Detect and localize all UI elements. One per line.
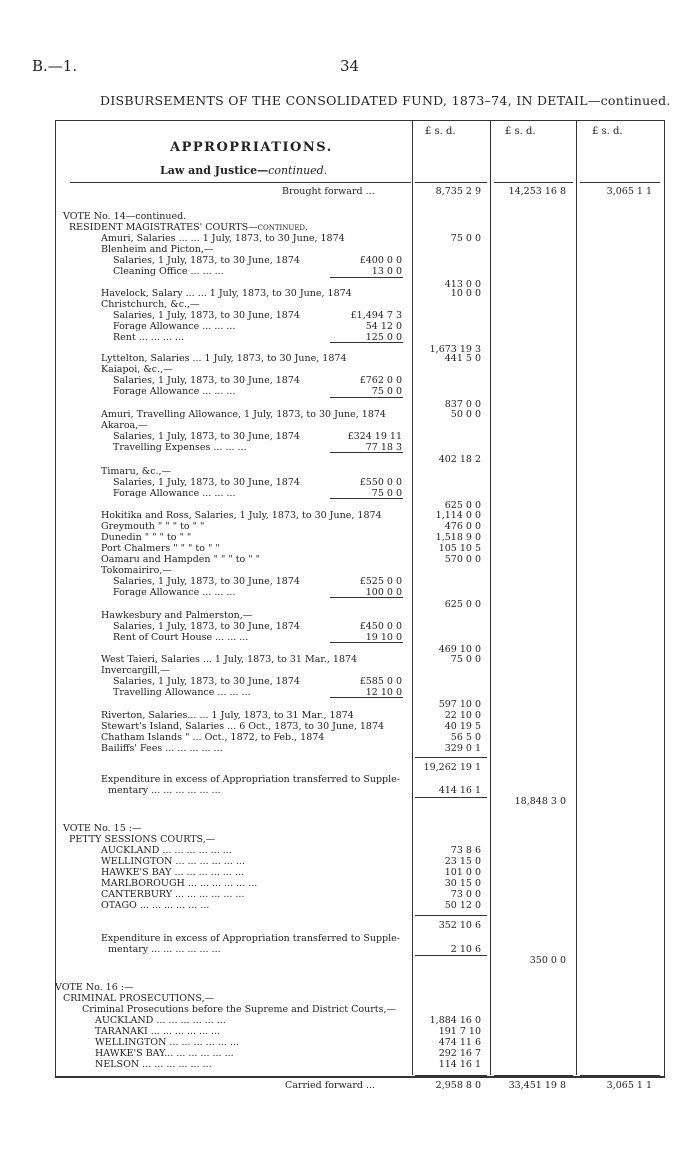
total-amount: 3,065 1 1 [606, 1080, 652, 1091]
ledger-item-label: Lyttelton, Salaries ... 1 July, 1873, to 30 June, 1874 [101, 353, 347, 364]
item-amount: 625 0 0 [444, 500, 481, 511]
sum-rule [580, 182, 660, 183]
ledger-item-label: Forage Allowance ... ... ... [113, 321, 236, 332]
ledger-item-label: Salaries, 1 July, 1873, to 30 June, 1874 [113, 576, 300, 587]
sum-rule [330, 498, 403, 499]
ledger-item-label: Expenditure in excess of Appropriation transferred to Supple- [101, 933, 400, 944]
ledger-item-label: Bailiffs' Fees ... ... ... ... ... [101, 743, 223, 754]
ledger-item-label: Christchurch, &c.,— [101, 299, 200, 310]
page-title: DISBURSEMENTS OF THE CONSOLIDATED FUND, 1873–74, IN DETAIL—continued. [100, 93, 671, 108]
ledger-item-label: PETTY SESSIONS COURTS,— [69, 834, 216, 845]
ledger-item-label: VOTE No. 16 :— [55, 982, 134, 993]
ledger-item-label: Riverton, Salaries... ... 1 July, 1873, to 31 Mar., 1874 [101, 710, 354, 721]
ledger-item-label: Dunedin " " " to " " [101, 532, 192, 543]
ledger-item-label: Salaries, 1 July, 1873, to 30 June, 1874 [113, 431, 300, 442]
ledger-item-label: Port Chalmers " " " to " " [101, 543, 220, 554]
column-header: £ s. d. [425, 126, 456, 137]
item-amount: 75 0 0 [450, 233, 481, 244]
item-amount: 625 0 0 [444, 599, 481, 610]
item-amount: 8,735 2 9 [435, 186, 481, 197]
item-amount: 191 7 10 [438, 1026, 481, 1037]
ledger-item-label: Travelling Expenses ... ... ... [113, 442, 247, 453]
ledger-item-label: Tokomairiro,— [101, 565, 172, 576]
column-header: £ s. d. [505, 126, 536, 137]
ledger-item-label: Akaroa,— [101, 420, 148, 431]
item-amount: 40 19 5 [444, 721, 481, 732]
sum-rule [415, 915, 487, 916]
ledger-item-label: Stewart's Island, Salaries ... 6 Oct., 1873, to 30 June, 1874 [101, 721, 385, 732]
ledger-item-label: Forage Allowance ... ... ... [113, 386, 236, 397]
sum-rule [415, 182, 487, 183]
item-amount: 597 10 0 [438, 699, 481, 710]
item-amount: 101 0 0 [444, 867, 481, 878]
item-amount: 2 10 6 [450, 944, 481, 955]
column-divider [412, 120, 413, 1075]
ledger-item-label: Salaries, 1 July, 1873, to 30 June, 1874 [113, 310, 300, 321]
ledger-item-label: HAWKE'S BAY ... ... ... ... ... ... [101, 867, 244, 878]
ledger-item-label: Salaries, 1 July, 1873, to 30 June, 1874 [113, 255, 300, 266]
item-amount: 1,884 16 0 [429, 1015, 481, 1026]
item-amount: 329 0 1 [444, 743, 481, 754]
sub-amount: 13 0 0 [371, 266, 402, 277]
sub-amount: £762 0 0 [359, 375, 402, 386]
ledger-item-label: Kaiapoi, &c.,— [101, 364, 173, 375]
ledger-item-label: Salaries, 1 July, 1873, to 30 June, 1874 [113, 477, 300, 488]
ledger-item-label: MARLBOROUGH ... ... ... ... ... ... [101, 878, 258, 889]
sub-amount: 100 0 0 [365, 587, 402, 598]
ledger-item-label: Criminal Prosecutions before the Supreme and District Courts,— [82, 1004, 396, 1015]
subtotal-amount: 350 0 0 [529, 955, 566, 966]
sub-amount: £324 19 11 [347, 431, 402, 442]
ledger-item-label: RESIDENT MAGISTRATES' COURTS—continued. [69, 222, 309, 233]
header-ref: B.—1. [32, 57, 78, 75]
section-title: APPROPRIATIONS. [170, 140, 333, 155]
sum-rule [70, 182, 411, 183]
subtotal-amount: 14,253 16 8 [508, 186, 566, 197]
sub-amount: £550 0 0 [359, 477, 402, 488]
ledger-item-label: AUCKLAND ... ... ... ... ... ... [95, 1015, 226, 1026]
item-amount: 1,518 9 0 [435, 532, 481, 543]
sum-rule [494, 1075, 573, 1076]
section-subtitle: Law and Justice—continued. [160, 164, 328, 177]
item-amount: 50 0 0 [450, 409, 481, 420]
ledger-item-label: CRIMINAL PROSECUTIONS,— [63, 993, 215, 1004]
sum-rule [330, 342, 403, 343]
ledger-item-label: VOTE No. 14—continued. [63, 211, 187, 222]
ledger-item-label: West Taieri, Salaries ... 1 July, 1873, to 31 Mar., 1874 [101, 654, 358, 665]
item-amount: 1,673 19 3 [429, 344, 481, 355]
column-header: £ s. d. [592, 126, 623, 137]
ledger-item-label: NELSON ... ... ... ... ... ... [95, 1059, 212, 1070]
sum-rule [330, 397, 403, 398]
item-amount: 56 5 0 [450, 732, 481, 743]
ledger-item-label: AUCKLAND ... ... ... ... ... ... [101, 845, 232, 856]
ledger-item-label: CANTERBURY ... ... ... ... ... ... [101, 889, 245, 900]
ledger-item-label: Brought forward ... [282, 186, 375, 197]
sub-amount: £400 0 0 [359, 255, 402, 266]
item-amount: 2,958 8 0 [435, 1080, 481, 1091]
item-amount: 1,114 0 0 [435, 510, 481, 521]
sub-amount: 75 0 0 [371, 386, 402, 397]
ledger-item-label: WELLINGTON ... ... ... ... ... ... [95, 1037, 239, 1048]
item-amount: 837 0 0 [444, 399, 481, 410]
sum-rule [330, 452, 403, 453]
ledger-item-label: Havelock, Salary ... ... 1 July, 1873, to 30 June, 1874 [101, 288, 352, 299]
item-amount: 50 12 0 [444, 900, 481, 911]
sum-rule [415, 797, 487, 798]
sub-amount: 19 10 0 [365, 632, 402, 643]
ledger-item-label: Carried forward ... [285, 1080, 376, 1091]
item-amount: 10 0 0 [450, 288, 481, 299]
sub-amount: 77 18 3 [365, 442, 402, 453]
subtotal-amount: 33,451 19 8 [508, 1080, 566, 1091]
ledger-item-label: WELLINGTON ... ... ... ... ... ... [101, 856, 245, 867]
item-amount: 413 0 0 [444, 279, 481, 290]
item-amount: 105 10 5 [438, 543, 481, 554]
item-amount: 476 0 0 [444, 521, 481, 532]
item-amount: 73 0 0 [450, 889, 481, 900]
sum-rule [494, 182, 573, 183]
sub-amount: 75 0 0 [371, 488, 402, 499]
ledger-item-label: Expenditure in excess of Appropriation transferred to Supple- [101, 774, 400, 785]
ledger-item-label: VOTE No. 15 :— [63, 823, 142, 834]
ledger-item-label: Hokitika and Ross, Salaries, 1 July, 1873, to 30 June, 1874 [101, 510, 382, 521]
sub-amount: 125 0 0 [365, 332, 402, 343]
ledger-item-label: Blenheim and Picton,— [101, 244, 214, 255]
sub-amount: £585 0 0 [359, 676, 402, 687]
item-amount: 75 0 0 [450, 654, 481, 665]
item-amount: 474 11 6 [438, 1037, 481, 1048]
sum-rule [330, 642, 403, 643]
column-divider [576, 120, 577, 1075]
ledger-item-label: TARANAKI ... ... ... ... ... ... [95, 1026, 221, 1037]
ledger-item-label: Invercargill,— [101, 665, 170, 676]
sum-rule [330, 277, 403, 278]
ledger-item-label: OTAGO ... ... ... ... ... ... [101, 900, 210, 911]
item-amount: 352 10 6 [438, 920, 481, 931]
item-amount: 73 8 6 [450, 845, 481, 856]
item-amount: 402 18 2 [438, 454, 481, 465]
ledger-item-label: Amuri, Travelling Allowance, 1 July, 1873, to 30 June, 1874 [101, 409, 386, 420]
sub-amount: £450 0 0 [359, 621, 402, 632]
ledger-item-label: Oamaru and Hampden " " " to " " [101, 554, 261, 565]
sub-amount: £1,494 7 3 [350, 310, 402, 321]
item-amount: 30 15 0 [444, 878, 481, 889]
item-amount: 414 16 1 [438, 785, 481, 796]
ledger-item-label: Timaru, &c.,— [101, 466, 172, 477]
sub-amount: £525 0 0 [359, 576, 402, 587]
ledger-item-label: Hawkesbury and Palmerston,— [101, 610, 253, 621]
ledger-item-label: Amuri, Salaries ... ... 1 July, 1873, to 30 June, 1874 [101, 233, 345, 244]
page-number: 34 [340, 57, 360, 75]
ledger-item-label: mentary ... ... ... ... ... ... [108, 944, 221, 955]
sum-rule [415, 955, 487, 956]
sum-rule [415, 757, 487, 758]
ledger-item-label: Rent ... ... ... ... [113, 332, 185, 343]
ledger-item-label: Cleaning Office ... ... ... [113, 266, 224, 277]
ledger-item-label: Travelling Allowance ... ... ... [113, 687, 251, 698]
sum-rule [330, 597, 403, 598]
sub-amount: 12 10 0 [365, 687, 402, 698]
sub-amount: 54 12 0 [365, 321, 402, 332]
ledger-item-label: Salaries, 1 July, 1873, to 30 June, 1874 [113, 375, 300, 386]
item-amount: 441 5 0 [444, 353, 481, 364]
total-amount: 3,065 1 1 [606, 186, 652, 197]
ledger-item-label: mentary ... ... ... ... ... ... [108, 785, 221, 796]
column-divider [490, 120, 491, 1075]
ledger-item-label: Forage Allowance ... ... ... [113, 587, 236, 598]
ledger-item-label: Chatham Islands " ... Oct., 1872, to Feb., 1874 [101, 732, 325, 743]
item-amount: 570 0 0 [444, 554, 481, 565]
ledger-item-label: Forage Allowance ... ... ... [113, 488, 236, 499]
ledger-item-label: Salaries, 1 July, 1873, to 30 June, 1874 [113, 621, 300, 632]
item-amount: 469 10 0 [438, 644, 481, 655]
item-amount: 292 16 7 [438, 1048, 481, 1059]
sum-rule [330, 697, 403, 698]
ledger-item-label: HAWKE'S BAY... ... ... ... ... ... [95, 1048, 234, 1059]
sum-rule [580, 1075, 660, 1076]
ledger-item-label: Rent of Court House ... ... ... [113, 632, 249, 643]
item-amount: 22 10 0 [444, 710, 481, 721]
ledger-item-label: Greymouth " " " to " " [101, 521, 205, 532]
item-amount: 23 15 0 [444, 856, 481, 867]
ledger-item-label: Salaries, 1 July, 1873, to 30 June, 1874 [113, 676, 300, 687]
sum-rule [415, 1075, 487, 1076]
item-amount: 19,262 19 1 [423, 762, 481, 773]
subtotal-amount: 18,848 3 0 [514, 796, 566, 807]
item-amount: 114 16 1 [438, 1059, 481, 1070]
